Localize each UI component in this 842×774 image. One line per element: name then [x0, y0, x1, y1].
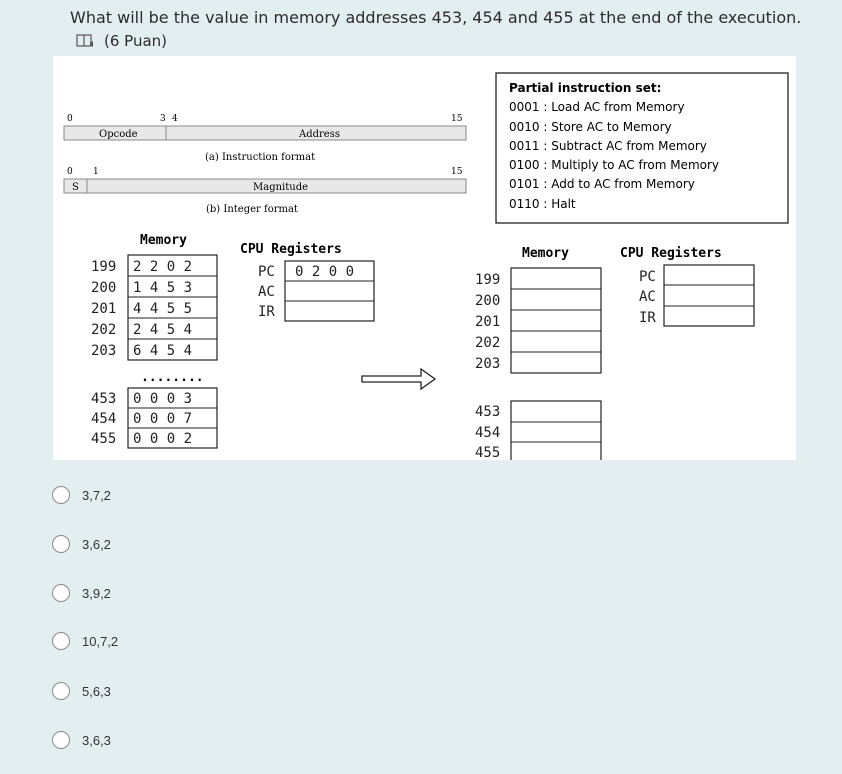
transition-arrow-icon — [362, 369, 435, 389]
int-bit-1: 1 — [93, 167, 99, 177]
answer-option[interactable] — [52, 535, 111, 553]
left-memory-title: Memory — [140, 233, 187, 248]
option-label[interactable]: 3,6,2 — [82, 536, 111, 552]
address-label: Address — [299, 129, 340, 140]
instruction-format-diagram — [64, 114, 466, 163]
memory-ellipsis: ........ — [141, 370, 204, 385]
data-address: 455 — [91, 431, 117, 447]
radio-button[interactable] — [52, 632, 70, 650]
memory-value: 2 2 0 2 — [133, 259, 193, 275]
int-bit-15: 15 — [451, 167, 463, 177]
memory-address: 201 — [475, 314, 501, 330]
question-figure — [53, 56, 796, 460]
answer-option[interactable] — [52, 731, 111, 749]
right-memory-title: Memory — [522, 246, 569, 261]
instruction-set-title: Partial instruction set: — [509, 81, 662, 95]
right-registers-title: CPU Registers — [620, 246, 722, 261]
left-memory — [91, 233, 217, 448]
instr-bit-0: 0 — [67, 114, 73, 124]
data-address: 453 — [475, 404, 501, 420]
data-address: 454 — [475, 425, 501, 441]
instruction-item: 0001 : Load AC from Memory — [509, 100, 685, 114]
sign-label: S — [72, 182, 79, 193]
instr-bit-4: 4 — [172, 114, 178, 124]
instr-bit-15: 15 — [451, 114, 463, 124]
instruction-item: 0100 : Multiply to AC from Memory — [509, 158, 720, 172]
data-value: 0 0 0 2 — [133, 431, 193, 447]
data-address: 455 — [475, 445, 501, 460]
radio-button[interactable] — [52, 535, 70, 553]
instruction-item: 0101 : Add to AC from Memory — [509, 177, 695, 191]
memory-value: 1 4 5 3 — [133, 280, 193, 296]
register-name: AC — [258, 284, 275, 300]
instruction-item: 0110 : Halt — [509, 197, 576, 211]
magnitude-label: Magnitude — [253, 182, 309, 193]
int-caption: (b) Integer format — [206, 204, 298, 215]
register-name: IR — [639, 310, 656, 326]
memory-address: 200 — [475, 293, 501, 309]
left-registers-title: CPU Registers — [240, 242, 342, 257]
immersive-reader-icon[interactable] — [76, 33, 96, 49]
memory-value: 4 4 5 5 — [133, 301, 193, 317]
register-name: AC — [639, 289, 656, 305]
answer-option[interactable] — [52, 486, 111, 504]
left-cpu-registers — [240, 242, 374, 321]
right-cpu-registers — [620, 246, 754, 326]
data-address: 454 — [91, 411, 117, 427]
answer-option[interactable] — [52, 632, 118, 650]
instr-bit-3: 3 — [160, 114, 166, 124]
instr-caption: (a) Instruction format — [205, 152, 316, 163]
memory-value: 6 4 5 4 — [133, 343, 193, 359]
radio-button[interactable] — [52, 486, 70, 504]
register-name: PC — [639, 269, 656, 285]
radio-button[interactable] — [52, 682, 70, 700]
radio-button[interactable] — [52, 584, 70, 602]
memory-address: 203 — [475, 356, 501, 372]
points-label: (6 Puan) — [104, 32, 168, 50]
data-value: 0 0 0 3 — [133, 391, 193, 407]
option-label[interactable]: 3,9,2 — [82, 585, 111, 601]
register-name: PC — [258, 264, 275, 280]
instruction-item: 0011 : Subtract AC from Memory — [509, 139, 707, 153]
memory-address: 199 — [475, 272, 501, 288]
option-label[interactable]: 3,6,3 — [82, 732, 111, 748]
answer-option[interactable] — [52, 682, 111, 700]
instruction-set-box — [496, 73, 788, 223]
memory-address: 202 — [475, 335, 501, 351]
option-label[interactable]: 3,7,2 — [82, 487, 111, 503]
int-bit-0: 0 — [67, 167, 73, 177]
memory-value: 2 4 5 4 — [133, 322, 193, 338]
memory-address: 199 — [91, 259, 117, 275]
memory-address: 201 — [91, 301, 117, 317]
memory-address: 200 — [91, 280, 117, 296]
data-address: 453 — [91, 391, 117, 407]
memory-address: 202 — [91, 322, 117, 338]
radio-button[interactable] — [52, 731, 70, 749]
option-label[interactable]: 10,7,2 — [82, 633, 119, 649]
right-memory — [475, 246, 601, 460]
integer-format-diagram — [64, 167, 466, 215]
option-label[interactable]: 5,6,3 — [82, 683, 111, 699]
register-value: 0 2 0 0 — [295, 264, 355, 280]
register-name: IR — [258, 304, 275, 320]
data-value: 0 0 0 7 — [133, 411, 193, 427]
question-text: What will be the value in memory addresses 453, 454 and 455 at the end of the execution. — [70, 8, 802, 27]
memory-address: 203 — [91, 343, 117, 359]
figure-svg — [53, 56, 796, 460]
opcode-label: Opcode — [99, 129, 138, 140]
instruction-item: 0010 : Store AC to Memory — [509, 120, 672, 134]
answer-option[interactable] — [52, 584, 111, 602]
question-points — [76, 32, 167, 50]
